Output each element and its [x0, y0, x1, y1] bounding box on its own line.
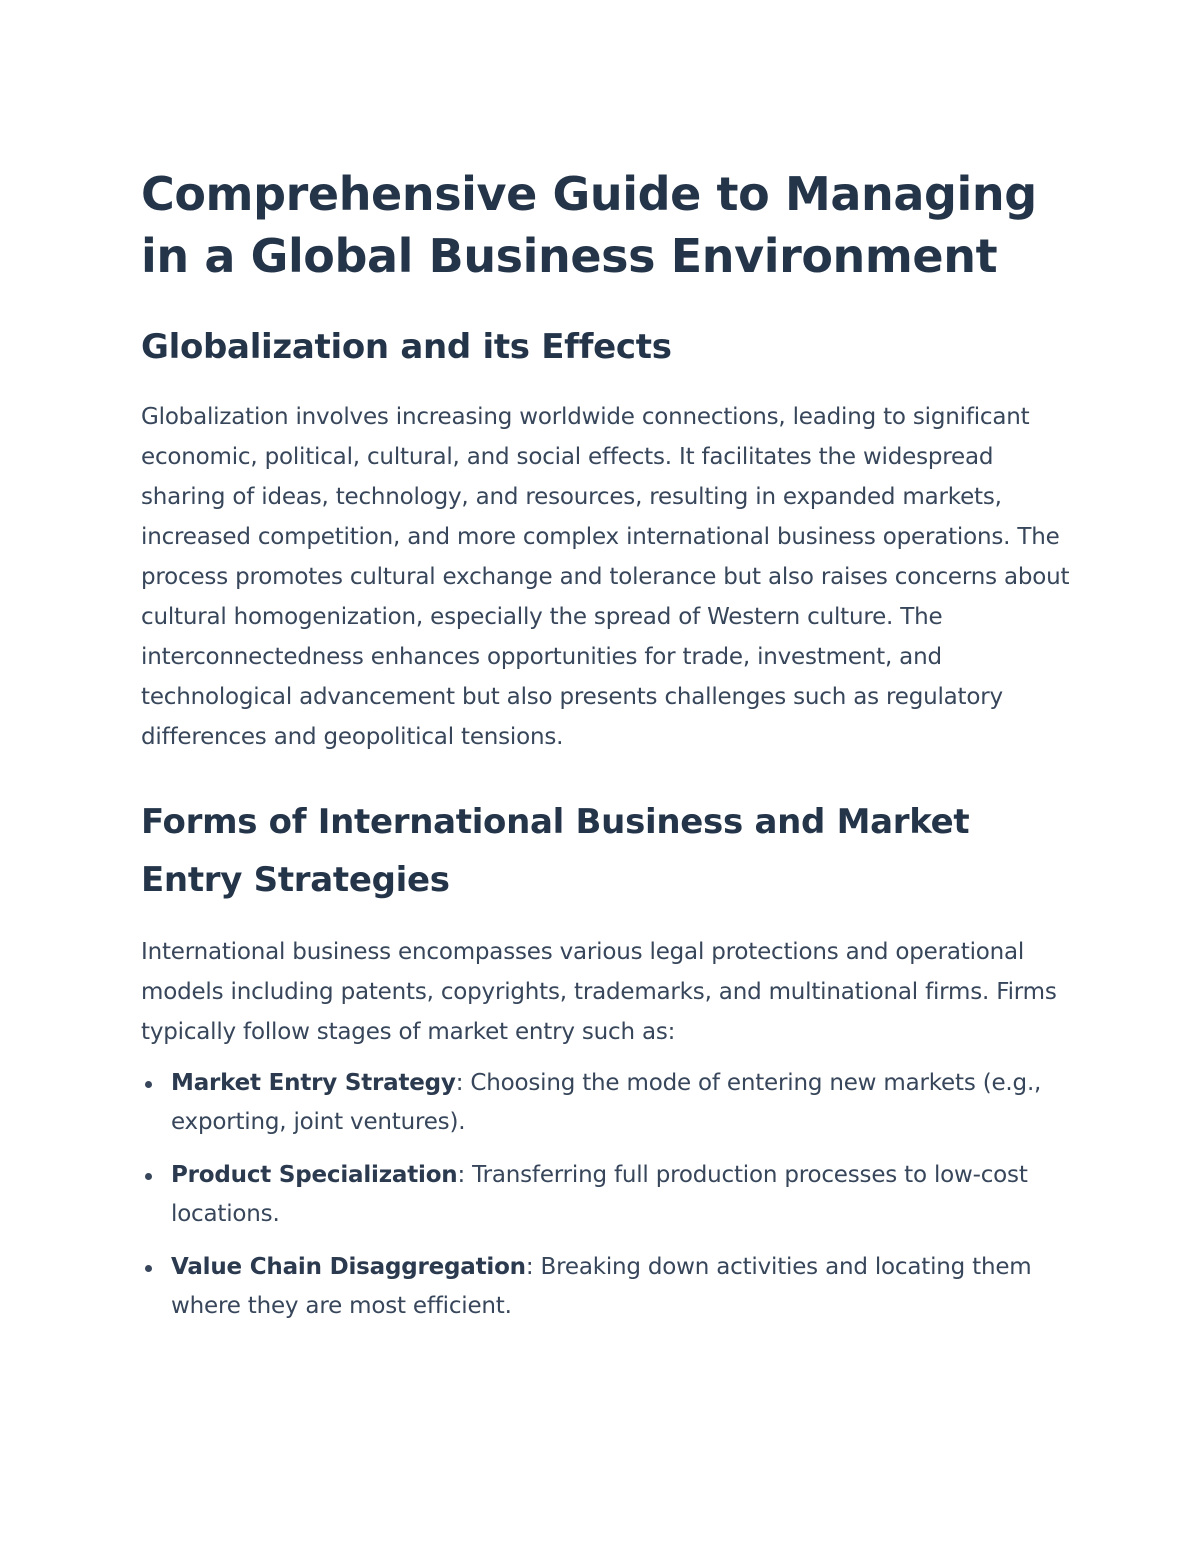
bullet-icon [145, 1173, 152, 1180]
list-item-text: : Choosing the mode of entering new markets (e.g., exporting, joint ventures). [171, 1070, 1042, 1135]
section-heading-market-entry: Forms of International Business and Market Entry Strategies [141, 802, 970, 900]
list-item [141, 1156, 1070, 1234]
list-item-text: : Transferring full production processes to low-cost locations. [171, 1162, 1028, 1227]
list-item-term: Product Specialization [171, 1162, 458, 1188]
list-item-term: Market Entry Strategy [171, 1070, 456, 1096]
bullet-icon [145, 1265, 152, 1272]
section-paragraph-globalization: Globalization involves increasing worldwide connections, leading to significant economic, political, cultural, and social effects. It facilitates the widespread sharing of ideas, technology, and resources, resulting in expanded markets, increased competition, and more complex international business operations. The process promotes cultural exchange and tolerance but also raises concerns about cultural homogenization, especially the spread of Western culture. The interconnectedness enhances opportunities for trade, investment, and technological advancement but also presents challenges such as regulatory differences and geopolitical tensions. [141, 404, 1070, 750]
document-title: Comprehensive Guide to Managing in a Global Business Environment [141, 167, 1037, 283]
list-item-text: : Breaking down activities and locating them where they are most efficient. [171, 1254, 1032, 1319]
section-paragraph-market-entry: International business encompasses various legal protections and operational models including patents, copyrights, trademarks, and multinational firms. Firms typically follow stages of market entry such as: [141, 939, 1057, 1045]
list-item [141, 1248, 1070, 1326]
list-item [141, 1064, 1070, 1142]
section-heading-globalization: Globalization and its Effects [141, 327, 672, 367]
market-entry-list [141, 1064, 1070, 1326]
list-item-term: Value Chain Disaggregation [171, 1254, 526, 1280]
bullet-icon [145, 1081, 152, 1088]
